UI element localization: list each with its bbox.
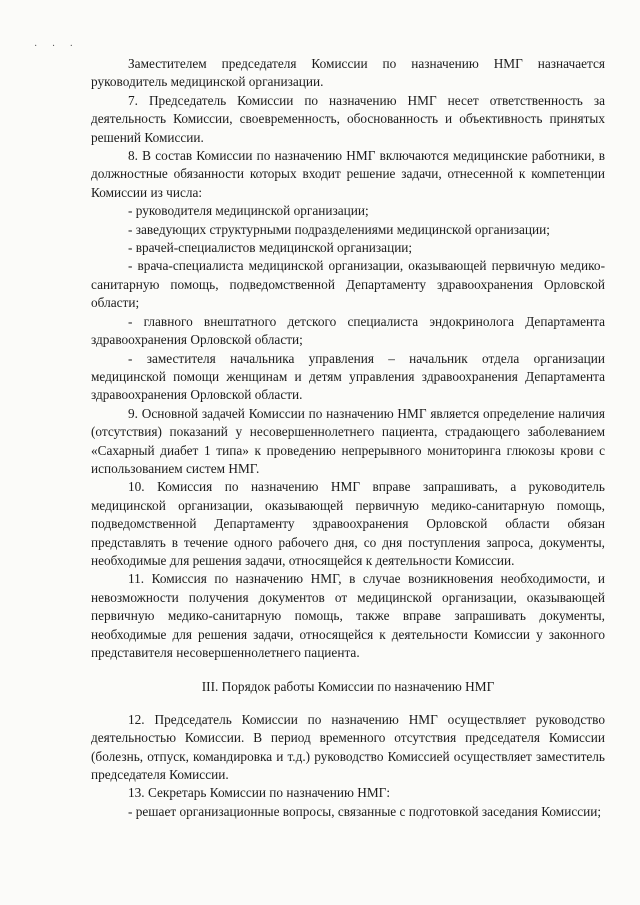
section-ii-continuation bbox=[91, 55, 605, 662]
paragraph: - врача-специалиста медицинской организации, оказывающей первичную медико-санитарную помощь, подведомственной Департаменту здравоохранения Орловской области; bbox=[91, 258, 605, 311]
paragraph: Заместителем председателя Комиссии по назначению НМГ назначается руководитель медицинской организации. bbox=[91, 56, 605, 90]
paragraph: 11. Комиссия по назначению НМГ, в случае возникновения необходимости, и невозможности получения документов от медицинской организации, оказывающей первичную медико-санитарную помощь, также вправе запрашивать документы, необходимые для решения задачи, относящейся к деятельности Комиссии у законного представителя несовершеннолетнего пациента. bbox=[91, 571, 605, 660]
paragraph: - заместителя начальника управления – начальник отдела организации медицинской помощи женщинам и детям управления здравоохранения Департамента здравоохранения Орловской области. bbox=[91, 350, 605, 403]
paragraph: - заведующих структурными подразделениями медицинской организации; bbox=[128, 221, 550, 237]
paragraph: - решает организационные вопросы, связанные с подготовкой заседания Комиссии; bbox=[128, 803, 602, 819]
paragraph: - врачей-специалистов медицинской организации; bbox=[128, 240, 413, 256]
page-marks: · · · bbox=[34, 41, 79, 52]
section-heading-iii: III. Порядок работы Комиссии по назначению НМГ bbox=[201, 679, 495, 695]
paragraph: 13. Секретарь Комиссии по назначению НМГ: bbox=[128, 785, 391, 801]
paragraph: 10. Комиссия по назначению НМГ вправе запрашивать, а руководитель медицинской организации, оказывающей первичную медико-санитарную помощь, подведомственной Департаменту здравоохранения Орловской области обязан представлять в течение одного рабочего дня, со дня поступления запроса, документы, необходимые для решения задачи, относящейся к деятельности Комиссии. bbox=[91, 479, 605, 568]
paragraph: 12. Председатель Комиссии по назначению НМГ осуществляет руководство деятельностью Комиссии. В период временного отсутствия председателя Комиссии (болезнь, отпуск, командировка и т.д.) руководство Комиссией осуществляет заместитель председателя Комиссии. bbox=[91, 711, 605, 783]
paragraph: 8. В состав Комиссии по назначению НМГ включаются медицинские работники, в должностные обязанности которых входит решение задачи, отнесенной к компетенции Комиссии из числа: bbox=[91, 148, 605, 200]
section-iii-body bbox=[91, 711, 605, 821]
paragraph: 9. Основной задачей Комиссии по назначению НМГ является определение наличия (отсутствия) показаний у несовершеннолетнего пациента, страдающего заболеванием «Сахарный диабет 1 типа» к проведению непрерывного мониторинга глюкозы крови с использованием систем НМГ. bbox=[91, 405, 605, 476]
paragraph: - главного внештатного детского специалиста эндокринолога Департамента здравоохранения Орловской области; bbox=[91, 313, 605, 348]
paragraph: - руководителя медицинской организации; bbox=[128, 203, 369, 219]
paragraph: 7. Председатель Комиссии по назначению НМГ несет ответственность за деятельность Комиссии, своевременность, обоснованность и объективность принятых решений Комиссии. bbox=[91, 92, 605, 145]
document-body bbox=[91, 55, 605, 821]
